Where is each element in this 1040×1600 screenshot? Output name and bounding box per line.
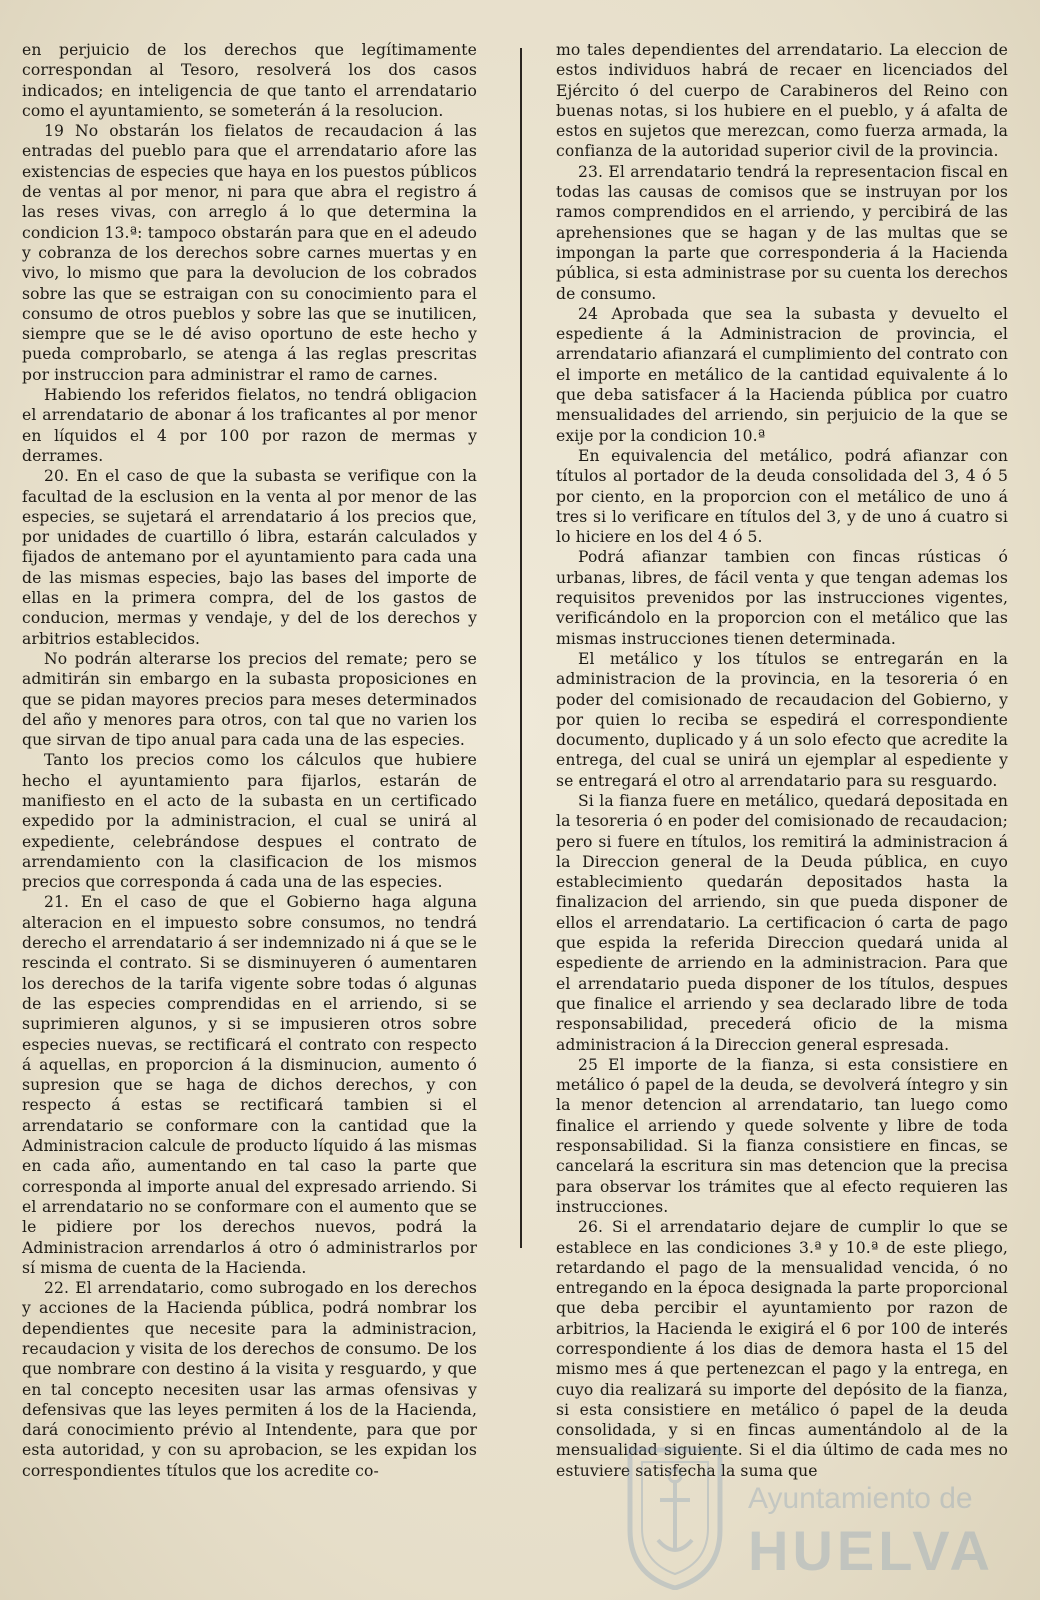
left-column — [22, 40, 477, 1481]
paragraph: 22. El arrendatario, como subrogado en los derechos y acciones de la Hacienda pública, podrá nombrar los dependientes que necesite para la administracion, recaudacion y visita de los derechos de consumo. De los que nombrare con destino á la visita y resguardo, y que en tal concepto necesiten usar las armas ofensivas y defensivas que las leyes permiten á los de la Hacienda, dará conocimiento prévio al Intendente, para que por esta autoridad, y con su aprobacion, se les expidan los correspondientes títulos que los acredite co- — [22, 1279, 477, 1480]
paragraph: 26. Si el arrendatario dejare de cumplir lo que se establece en las condiciones 3.ª y 10.ª de este pliego, retardando el pago de la mensualidad vencida, ó no entregando en la época designada la parte proporcional que deba percibir el ayuntamiento por razon de arbitrios, la Hacienda le exigirá el 6 por 100 de interés correspondiente á los dias de demora hasta el 15 del mismo mes á que pertenezcan el pago y la entrega, en cuyo dia realizará su importe del depósito de la fianza, si esta consistiere en metálico ó papel de la deuda consolidada, y si en fincas aumentándolo al de la mensualidad siguiente. Si el dia último de cada mes no estuviere satisfecha la suma que — [556, 1218, 1008, 1480]
paragraph: 25 El importe de la fianza, si esta consistiere en metálico ó papel de la deuda, se devolverá íntegro y sin la menor detencion al arrendatario, tan luego como finalice el arriendo y quede solvente y libre de toda responsabilidad. Si la fianza consistiere en fincas, se cancelará la escritura sin mas detencion que la precisa para observar los trámites que al efecto requieren las instrucciones. — [556, 1055, 1008, 1216]
paragraph: en perjuicio de los derechos que legítimamente correspondan al Tesoro, resolverá los dos casos indicados; en inteligencia de que tanto el arrendatario como el ayuntamiento, se someterán á la resolucion. — [22, 41, 477, 120]
right-column — [556, 40, 1008, 1481]
paragraph: 21. En el caso de que el Gobierno haga alguna alteracion en el impuesto sobre consumos, no tendrá derecho el arrendatario á ser indemnizado ni á que se le rescinda el contrato. Si se disminuyeren ó aumentaren los derechos de la tarifa vigente sobre todas ó algunas de las especies comprendidas en el arriendo, si se suprimieren algunos, y si se impusieren otros sobre especies nuevas, se rectificará el contrato con respecto á aquellas, en proporcion á la disminucion, aumento ó supresion que se haga de dichos derechos, y con respecto á estas se rectificará tambien si el arrendatario se conformare con la cantidad que la Administracion calcule de producto líquido á las mismas en cada año, aumentando en tal caso la parte que corresponda al importe anual del expresado arriendo. Si el arrendatario no se conformare con el aumento que se le pidiere por los derechos nuevos, podrá la Administracion arrendarlos á otro ó administrarlos por sí misma de cuenta de la Hacienda. — [22, 893, 477, 1277]
watermark-line2: HUELVA — [748, 1519, 994, 1582]
paragraph: No podrán alterarse los precios del remate; pero se admitirán sin embargo en la subasta proposiciones en que se pidan mayores precios para meses determinados del año y menores para otros, con tal que no varien los que sirvan de tipo anual para cada una de las especies. — [22, 649, 477, 750]
paragraph: 24 Aprobada que sea la subasta y devuelto el espediente á la Administracion de provincia, el arrendatario afianzará el cumplimiento del contrato con el importe en metálico de la cantidad equivalente á lo que deba satisfacer á la Hacienda pública por cuatro mensualidades del arriendo, sin perjuicio de la que se exije por la condicion 10.ª — [556, 304, 1008, 445]
paragraph: 20. En el caso de que la subasta se verifique con la facultad de la esclusion en la venta al por menor de las especies, se sujetará el arrendatario á los precios que, por unidades de cuartillo ó libra, estarán calculados y fijados de antemano por el ayuntamiento para cada una de las mismas especies, bajo las bases del importe de ellas en la primera compra, del de los gastos de conducion, mermas y vendaje, y del de los derechos y arbitrios establecidos. — [22, 467, 477, 648]
watermark-line1: Ayuntamiento de — [748, 1482, 973, 1515]
archive-watermark — [620, 1440, 1030, 1590]
coat-of-arms-icon — [620, 1440, 730, 1590]
paragraph: 19 No obstarán los fielatos de recaudacion á las entradas del pueblo para que el arrendatario afore las existencias de especies que haya en los puestos públicos de ventas al por menor, ni para que abra el registro á las reses vivas, con arreglo á lo que determina la condicion 13.ª: tampoco obstarán para que en el adeudo y cobranza de los derechos sobre carnes muertas y en vivo, lo mismo que para la devolucion de los cobrados sobre las que se estraigan con su conocimiento para el consumo de otros pueblos y sobre las que se inutilicen, siempre que se le dé aviso oportuno de este hecho y pueda comprobarlo, se atenga á las reglas prescritas por instruccion para administrar el ramo de carnes. — [22, 122, 477, 384]
paragraph: Podrá afianzar tambien con fincas rústicas ó urbanas, libres, de fácil venta y que tengan ademas los requisitos prevenidos por las instrucciones vigentes, verificándolo en la proporcion con el metálico que las mismas instrucciones tienen determinada. — [556, 548, 1008, 648]
column-divider — [520, 48, 522, 1248]
paragraph: Si la fianza fuere en metálico, quedará depositada en la tesoreria ó en poder del comisionado de recaudacion; pero si fuere en títulos, los remitirá la administracion á la Direccion general de la Deuda pública, en cuyo establecimiento quedarán depositados hasta la finalizacion del arriendo, sin que pueda disponer de ellos el arrendatario. La certificacion ó carta de pago que espida la referida Direccion quedará unida al espediente de arriendo en la administracion. Para que el arrendatario pueda disponer de los títulos, despues que finalice el arriendo y sea declarado libre de toda responsabilidad, precederá oficio de la misma administracion á la Direccion general espresada. — [556, 791, 1008, 1054]
paragraph: En equivalencia del metálico, podrá afianzar con títulos al portador de la deuda consolidada del 3, 4 ó 5 por ciento, en la proporcion con el metálico de uno á tres si lo verificare en títulos del 3, y de uno á cuatro si lo hiciere en los del 4 ó 5. — [556, 446, 1008, 547]
paragraph: Habiendo los referidos fielatos, no tendrá obligacion el arrendatario de abonar á los traficantes al por menor en líquidos el 4 por 100 por razon de mermas y derrames. — [22, 386, 477, 465]
paragraph: Tanto los precios como los cálculos que hubiere hecho el ayuntamiento para fijarlos, estarán de manifiesto en el acto de la subasta en un certificado expedido por la administracion, el cual se unirá al expediente, celebrándose despues el contrato de arrendamiento con la clasificacion de los mismos precios que corresponda á cada una de las especies. — [22, 751, 477, 892]
paragraph: mo tales dependientes del arrendatario. La eleccion de estos individuos habrá de recaer en licenciados del Ejército ó del cuerpo de Carabineros del Reino con buenas notas, si los hubiere en el pueblo, y á afalta de estos en sujetos que merezcan, como fuerza armada, la confianza de la autoridad superior civil de la provincia. — [556, 41, 1008, 161]
paragraph: El metálico y los títulos se entregarán en la administracion de la provincia, en la tesoreria ó en poder del comisionado de recaudacion del Gobierno, y por quien lo reciba se espedirá el correspondiente documento, duplicado y á un solo efecto que acredite la entrega, del cual se unirá un ejemplar al espediente y se entregará el otro al arrendatario para su resguardo. — [556, 649, 1008, 790]
paragraph: 23. El arrendatario tendrá la representacion fiscal en todas las causas de comisos que se instruyan por los ramos comprendidos en el arriendo, y percibirá de las aprehensiones que se hagan y de las multas que se impongan la parte que corresponderia á la Hacienda pública, si esta administrase por su cuenta los derechos de consumo. — [556, 162, 1008, 303]
